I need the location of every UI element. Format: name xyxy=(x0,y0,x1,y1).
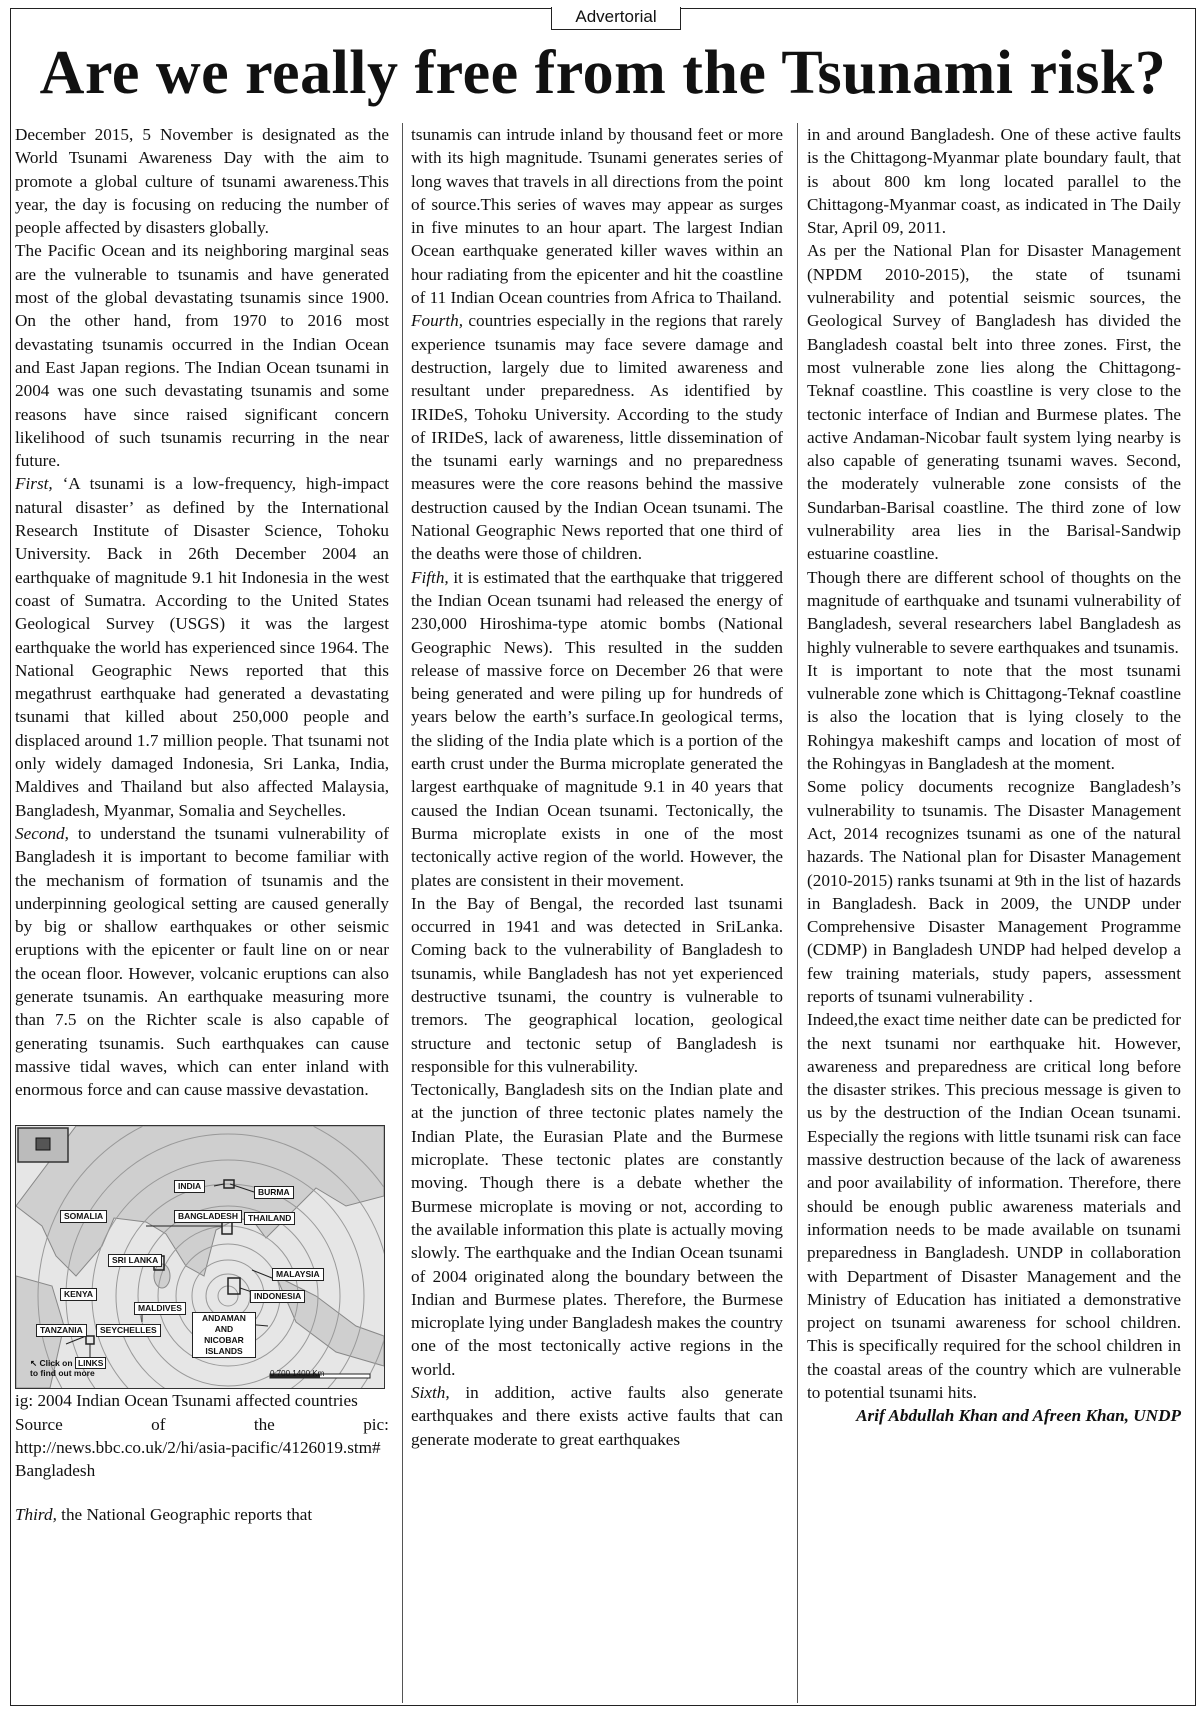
paragraph xyxy=(411,1381,783,1451)
paragraph-lead: Third, xyxy=(15,1504,57,1524)
links-badge[interactable]: LINKS xyxy=(75,1357,107,1369)
paragraph xyxy=(15,472,389,821)
paragraph: December 2015, 5 November is designated as the World Tsunami Awareness Day with the aim to promote a global culture of tsunami awareness.This year, the day is focusing on reducing the number of people affected by disasters globally. xyxy=(15,125,389,238)
source-word: the xyxy=(253,1414,275,1434)
paragraph-body: in addition, active faults also generate earthquakes and there exists active faults that can generate moderate to great earthquakes xyxy=(411,1383,783,1449)
paragraph-lead: Sixth, xyxy=(411,1383,450,1403)
paragraph: In the Bay of Bengal, the recorded last tsunami occurred in 1941 and was detected in SriLanka. Coming back to the vulnerability of Bangladesh to tsunamis, while Bangladesh has not yet experienced destructive tsunami, the country is vulnerable to tremors. The geographical location, geological structure and tectonic setup of Bangladesh is responsible for this vulnerability. xyxy=(411,893,783,1076)
paragraph xyxy=(15,822,389,1102)
column-divider xyxy=(797,123,798,1703)
map-label-india: INDIA xyxy=(174,1180,205,1193)
map-label-seychelles: SEYCHELLES xyxy=(96,1324,161,1337)
column-divider xyxy=(402,123,403,1703)
map-label-burma: BURMA xyxy=(254,1186,294,1199)
section-tab: Advertorial xyxy=(551,7,681,30)
paragraph: Some policy documents recognize Bangladesh’s vulnerability to tsunamis. The Disaster Management Act, 2014 recognizes tsunami as one of the natural hazards. The National plan for Disaster Management (2010-2015) ranks tsunami at 9th in the list of hazards in Bangladesh. Back in 2009, the UNDP under Comprehensive Disaster Management Programme (CDMP) in Bangladesh UNDP had helped develop a few training materials, study papers, assessment reports of tsunami vulnerability . xyxy=(807,777,1181,1006)
map-label-malaysia: MALAYSIA xyxy=(272,1268,324,1281)
source-word: Source xyxy=(15,1414,63,1434)
paragraph: Indeed,the exact time neither date can be predicted for the next tsunami nor earthquake hit. However, awareness and preparedness are critical long before the disaster strikes. This precious message is given to us by the destruction of the Indian Ocean tsunami. Especially the regions with little tsunami risk can face massive destruction because of the lack of awareness and poor availability of information. Therefore, there should be enough public awareness materials and information needs to be made available on tsunami preparedness in Bangladesh. UNDP in collaboration with Department of Disaster Management and the Ministry of Education has initiated a demonstrative project on tsunami awareness for school children. This is specifically required for the school children in the coastal areas of the country which are vulnerable to potential tsunami hits. xyxy=(807,1010,1181,1403)
figure-caption: ig: 2004 Indian Ocean Tsunami affected countries xyxy=(15,1391,358,1411)
tsunami-map-figure[interactable] xyxy=(15,1125,385,1389)
paragraph-body: to understand the tsunami vulnerability of Bangladesh it is important to become familiar with the mechanism of formation of tsunamis and the underpinning geological setting are caused generally by big or shallow earthquakes or other seismic eruptions with the epicenter or fault line on or near the ocean floor. However, volcanic eruptions can also generate tsunamis. An earthquake measuring more than 7.5 on the Richter scale is also capable of generating tsunamis. Such earthquakes can cause massive tidal waves, which can enter inland with enormous force and can cause massive devastation. xyxy=(15,823,389,1100)
paragraph-body: it is estimated that the earthquake that triggered the Indian Ocean tsunami had released the energy of 230,000 Hiroshima-type atomic bombs (National Geographic News). This resulted in the sudden release of massive force on December 26 that were being generated and were piling up for hundreds of years below the earth’s surface.In geological terms, the sliding of the India plate which is a portion of the earth crust under the Burma microplate generated the largest earthquake of magnitude 9.1 in 40 years that caused the Indian Ocean tsunami. Tectonically, the Burma microplate exists in one of the most tectonically active region of the world. However, the plates are consistent in their movement. xyxy=(411,567,783,890)
map-note-suffix: to find out more xyxy=(30,1368,95,1379)
paragraph xyxy=(15,1503,389,1526)
column-3 xyxy=(807,123,1181,1428)
cursor-arrow-icon: ↖ xyxy=(30,1358,38,1369)
paragraph: As per the National Plan for Disaster Management (NPDM 2010-2015), the state of tsunami vulnerability and potential seismic sources, the Geological Survey of Bangladesh has divided the Bangladesh coastal belt into three zones. First, the most vulnerable zone lies along the Chittagong-Teknaf coastline. This coastline is very close to the tectonic interface of Indian and Burmese plates. The active Andaman-Nicobar fault system lying nearby is also capable of generating tsunami waves. Second, the moderately vulnerable zone consists of the Sundarban-Barisal coastline. The third zone of low vulnerability area lies in the Barisal-Sandwip estuarine coastline. xyxy=(807,241,1181,564)
map-scale-label: 0 700 1400 Km xyxy=(270,1369,325,1379)
map-label-sri-lanka: SRI LANKA xyxy=(108,1254,162,1267)
figure-source-url[interactable]: http://news.bbc.co.uk/2/hi/asia-pacific/4126019.stm#Bangladesh xyxy=(15,1438,381,1481)
paragraph: Tectonically, Bangladesh sits on the Indian plate and at the junction of three tectonic plates namely the Indian Plate, the Eurasian Plate and the Burmese microplate. These tectonic plates are constantly moving. Though there is a debate whether the Burmese microplate is moving or not, according to the available information this plate is actually moving slowly. The earthquake and the Indian Ocean tsunami of 2004 originated along the boundary between the Indian and Burmese plates. Therefore, the Burmese microplate lying under Bangladesh makes the country one of the most tectonically active regions in the world. xyxy=(411,1080,783,1379)
map-label-somalia: SOMALIA xyxy=(60,1210,107,1223)
advertorial-page xyxy=(10,8,1196,1706)
map-note-prefix: Click on xyxy=(39,1358,73,1369)
map-label-thailand: THAILAND xyxy=(244,1212,295,1225)
map-label-andaman-nicobar: ANDAMAN AND NICOBAR ISLANDS xyxy=(192,1312,256,1358)
paragraph xyxy=(411,566,783,892)
paragraph: in and around Bangladesh. One of these active faults is the Chittagong-Myanmar plate boundary fault, that is about 800 km long located parallel to the Chittagong-Myanmar coast, as indicated in The Daily Star, April 09, 2011. xyxy=(807,125,1181,238)
paragraph: Though there are different school of thoughts on the magnitude of earthquake and tsunami vulnerability of Bangladesh, several researchers label Bangladesh as highly vulnerable to severe earthquakes and tsunamis. xyxy=(807,567,1181,657)
map-label-maldives: MALDIVES xyxy=(134,1302,186,1315)
paragraph-body: the National Geographic reports that xyxy=(56,1504,313,1524)
paragraph-lead: Fifth, xyxy=(411,567,449,587)
map-links-note[interactable] xyxy=(30,1358,106,1378)
map-label-indonesia: INDONESIA xyxy=(250,1290,305,1303)
source-word: of xyxy=(151,1414,166,1434)
figure-source-line xyxy=(15,1413,389,1436)
map-label-kenya: KENYA xyxy=(60,1288,97,1301)
paragraph-body: ‘A tsunami is a low-frequency, high-impact natural disaster’ as defined by the International Research Institute of Disaster Science, Tohoku University. Back in 26th December 2004 an earthquake of magnitude 9.1 hit Indonesia in the west coast of Sumatra. According to the United States Geological Survey (USGS) it was the largest earthquake the world has experienced since 1964. The National Geographic News reported that this megathrust earthquake had generated a devastating tsunami that killed about 250,000 people and displaced around 1.7 million people. That tsunami not only widely damaged Indonesia, Sri Lanka, India, Maldives and Thailand but also affected Malaysia, Bangladesh, Myanmar, Somalia and Seychelles. xyxy=(15,474,389,820)
paragraph-lead: Second, xyxy=(15,823,69,843)
paragraph: The Pacific Ocean and its neighboring marginal seas are the vulnerable to tsunamis and have generated most of the global devastating tsunamis since 1900. On the other hand, from 1970 to 2016 most devastating tsunamis occurred in the Indian Ocean and East Japan regions. The Indian Ocean tsunami in 2004 was one such devastating tsunamis and some reasons have since raised significant concern likelihood of such tsunamis recurring in the near future. xyxy=(15,241,389,471)
source-word: pic: xyxy=(363,1414,389,1434)
paragraph: tsunamis can intrude inland by thousand feet or more with its high magnitude. Tsunami generates series of long waves that travels in all directions from the point of source.This series of waves may appear as surges in five minutes to an hour apart. The largest Indian Ocean earthquake generated killer waves within an hour radiating from the epicenter and hit the coastline of 11 Indian Ocean countries from Africa to Thailand. xyxy=(411,125,783,308)
column-2 xyxy=(411,123,783,1451)
paragraph-lead: Fourth, xyxy=(411,311,464,331)
paragraph xyxy=(411,309,783,565)
author-signature: Arif Abdullah Khan and Afreen Khan, UNDP xyxy=(856,1406,1181,1426)
column-1 xyxy=(15,123,389,1526)
headline: Are we really free from the Tsunami risk? xyxy=(39,39,1167,107)
paragraph-lead: First, xyxy=(15,474,53,494)
paragraph-body: countries especially in the regions that rarely experience tsunamis may face severe damage and destruction, largely due to limited awareness and resultant under preparedness. As identified by IRIDeS, Tohoku University. According to the study of IRIDeS, lack of awareness, little dissemination of the tsunami early warnings and no preparedness measures were the core reasons behind the massive destruction caused by the Indian Ocean tsunami. The National Geographic News reported that one third of the deaths were those of children. xyxy=(411,311,783,564)
paragraph: It is important to note that the most tsunami vulnerable zone which is Chittagong-Teknaf coastline is also the location that is lying closely to the Rohingya makeshift camps and location of most of the Rohingyas in Bangladesh at the moment. xyxy=(807,660,1181,774)
map-label-bangladesh: BANGLADESH xyxy=(174,1210,242,1223)
map-label-tanzania: TANZANIA xyxy=(36,1324,87,1337)
